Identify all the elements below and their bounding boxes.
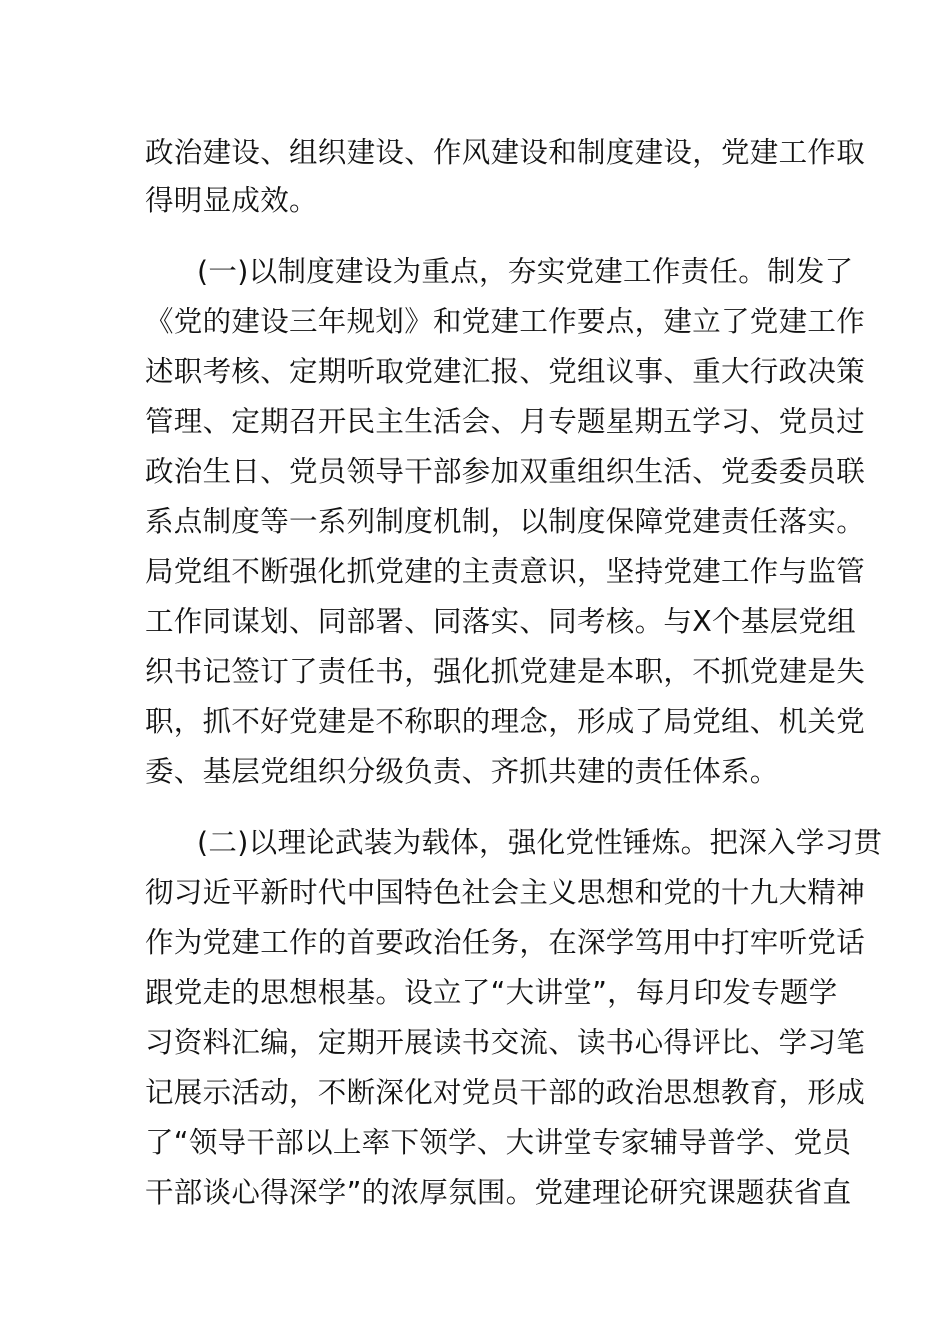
paragraph-line: 政治建设、组织建设、作风建设和制度建设，党建工作取	[145, 136, 866, 169]
paragraph-line: 织书记签订了责任书，强化抓党建是本职，不抓党建是失	[145, 655, 866, 688]
paragraph-line: 作为党建工作的首要政治任务，在深学笃用中打牢听党话	[145, 926, 866, 959]
paragraph-line: 系点制度等一系列制度机制，以制度保障党建责任落实。	[145, 505, 866, 538]
paragraph-line: 委、基层党组织分级负责、齐抓共建的责任体系。	[145, 755, 779, 788]
paragraph-line: 工作同谋划、同部署、同落实、同考核。与X个基层党组	[145, 605, 857, 638]
paragraph-line: 记展示活动，不断深化对党员干部的政治思想教育，形成	[145, 1076, 866, 1109]
section-heading-line: (二)以理论武装为载体，强化党性锤炼。把深入学习贯	[197, 826, 883, 859]
paragraph-line: 了“领导干部以上率下领学、大讲堂专家辅导普学、党员	[145, 1126, 852, 1159]
paragraph-line: 干部谈心得深学”的浓厚氛围。党建理论研究课题获省直	[145, 1176, 852, 1209]
paragraph-line: 彻习近平新时代中国特色社会主义思想和党的十九大精神	[145, 876, 866, 909]
paragraph-line: 《党的建设三年规划》和党建工作要点，建立了党建工作	[145, 305, 866, 338]
section-heading-line: (一)以制度建设为重点，夯实党建工作责任。制发了	[197, 255, 854, 288]
paragraph-line: 政治生日、党员领导干部参加双重组织生活、党委委员联	[145, 455, 866, 488]
paragraph-line: 习资料汇编，定期开展读书交流、读书心得评比、学习笔	[145, 1026, 866, 1059]
paragraph-line: 局党组不断强化抓党建的主责意识，坚持党建工作与监管	[145, 555, 866, 588]
paragraph-line: 得明显成效。	[145, 184, 318, 217]
paragraph-line: 管理、定期召开民主生活会、月专题星期五学习、党员过	[145, 405, 866, 438]
paragraph-line: 职，抓不好党建是不称职的理念，形成了局党组、机关党	[145, 705, 866, 738]
paragraph-line: 跟党走的思想根基。设立了“大讲堂”，每月印发专题学	[145, 976, 838, 1009]
paragraph-line: 述职考核、定期听取党建汇报、党组议事、重大行政决策	[145, 355, 866, 388]
